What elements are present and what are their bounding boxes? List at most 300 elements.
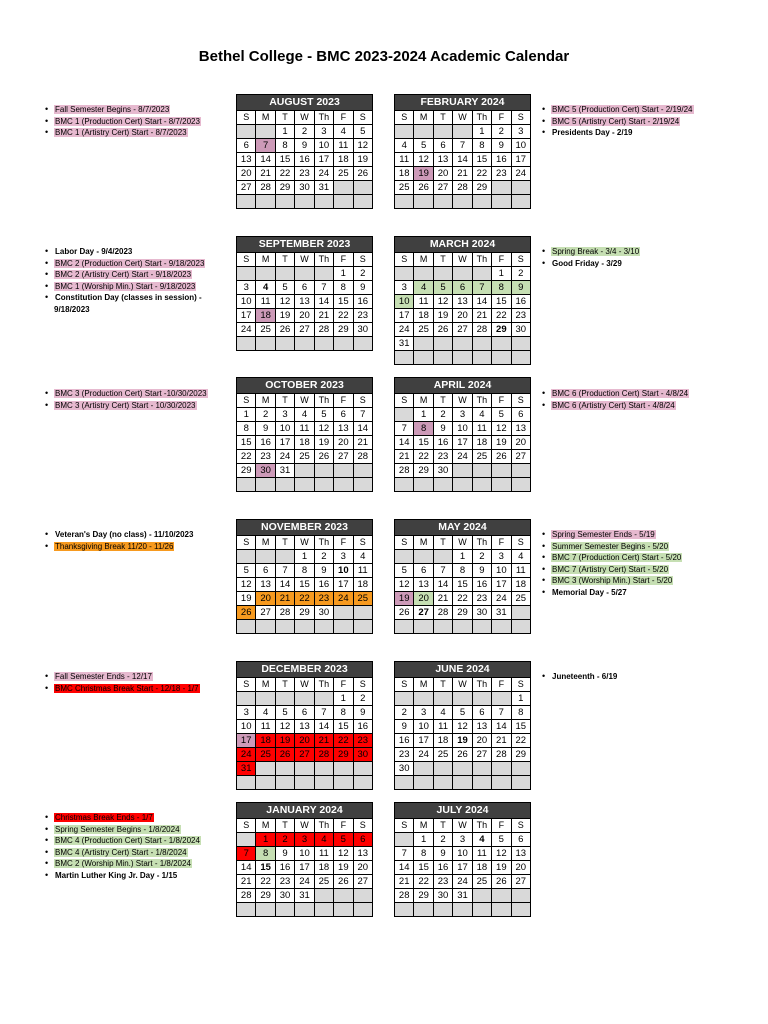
calendar-day: 10 (453, 422, 472, 436)
calendar-day: 27 (295, 748, 314, 762)
weekday-header: Th (314, 819, 333, 833)
calendar-day: 7 (395, 422, 414, 436)
calendar-day: 6 (295, 281, 314, 295)
calendar-day: 20 (256, 592, 275, 606)
event-notes-right (541, 529, 736, 598)
calendar-day: 25 (256, 748, 275, 762)
month-title: APRIL 2024 (395, 378, 531, 394)
month-calendar (236, 236, 373, 351)
calendar-day: 9 (472, 564, 491, 578)
empty-day (237, 692, 256, 706)
weekday-header: Th (472, 253, 491, 267)
empty-day (353, 606, 372, 620)
calendar-day: 23 (492, 167, 511, 181)
weekday-header: F (334, 678, 353, 692)
month-title: AUGUST 2023 (237, 95, 373, 111)
calendar-day: 29 (237, 464, 256, 478)
empty-day (353, 620, 372, 634)
empty-day (511, 903, 530, 917)
calendar-day: 30 (295, 181, 314, 195)
calendar-day: 9 (395, 720, 414, 734)
calendar-day: 16 (492, 153, 511, 167)
weekday-header: Th (472, 394, 491, 408)
weekday-header: W (295, 678, 314, 692)
calendar-day: 5 (334, 833, 353, 847)
calendar-day: 9 (275, 847, 294, 861)
calendar-day: 14 (395, 436, 414, 450)
calendar-day: 18 (472, 861, 491, 875)
calendar-day: 5 (237, 564, 256, 578)
calendar-day: 24 (453, 875, 472, 889)
calendar-day: 25 (433, 748, 452, 762)
calendar-day: 6 (453, 281, 472, 295)
calendar-day: 6 (511, 833, 530, 847)
calendar-day: 11 (334, 139, 353, 153)
calendar-day: 10 (237, 295, 256, 309)
empty-day (492, 351, 511, 365)
calendar-day: 26 (453, 748, 472, 762)
empty-day (353, 776, 372, 790)
weekday-header: S (353, 253, 372, 267)
empty-day (433, 478, 452, 492)
weekday-header: S (353, 536, 372, 550)
empty-day (314, 889, 333, 903)
calendar-day: 1 (472, 125, 491, 139)
month-title: MAY 2024 (395, 520, 531, 536)
calendar-day: 21 (275, 592, 294, 606)
empty-day (295, 478, 314, 492)
calendar-day: 27 (256, 606, 275, 620)
calendar-day: 23 (256, 450, 275, 464)
calendar-day: 16 (472, 578, 491, 592)
empty-day (492, 181, 511, 195)
calendar-day: 27 (453, 323, 472, 337)
event-note (541, 104, 736, 116)
calendar-day: 24 (511, 167, 530, 181)
empty-day (414, 267, 433, 281)
calendar-day: 30 (395, 762, 414, 776)
empty-day (334, 620, 353, 634)
empty-day (295, 195, 314, 209)
calendar-day: 1 (237, 408, 256, 422)
event-note (541, 587, 736, 599)
calendar-day: 29 (414, 464, 433, 478)
event-note (541, 541, 736, 553)
calendar-day: 14 (453, 153, 472, 167)
empty-day (314, 195, 333, 209)
calendar-day: 9 (353, 706, 372, 720)
calendar-day: 11 (414, 295, 433, 309)
calendar-day: 13 (453, 295, 472, 309)
calendar-day: 8 (511, 706, 530, 720)
calendar-day: 26 (395, 606, 414, 620)
calendar-day: 25 (295, 450, 314, 464)
empty-day (492, 464, 511, 478)
calendar-day: 17 (275, 436, 294, 450)
weekday-header: Th (314, 536, 333, 550)
calendar-day: 8 (453, 564, 472, 578)
calendar-day: 3 (295, 833, 314, 847)
calendar-day: 19 (492, 861, 511, 875)
empty-day (433, 337, 452, 351)
month-title: NOVEMBER 2023 (237, 520, 373, 536)
calendar-day: 26 (275, 323, 294, 337)
calendar-day: 3 (275, 408, 294, 422)
empty-day (492, 762, 511, 776)
calendar-day: 16 (353, 720, 372, 734)
event-notes-right (541, 388, 736, 411)
weekday-header: Th (314, 111, 333, 125)
empty-day (256, 267, 275, 281)
calendar-day: 27 (472, 748, 491, 762)
empty-day (237, 267, 256, 281)
empty-day (295, 903, 314, 917)
calendar-day: 15 (334, 720, 353, 734)
calendar-day: 13 (353, 847, 372, 861)
calendar-day: 8 (414, 422, 433, 436)
calendar-day: 13 (511, 847, 530, 861)
event-note-text: Spring Semester Begins - 1/8/2024 (55, 824, 180, 834)
month-calendar (236, 802, 373, 917)
calendar-day: 15 (492, 295, 511, 309)
empty-day (314, 337, 333, 351)
calendar-day: 1 (334, 692, 353, 706)
empty-day (511, 464, 530, 478)
calendar-day: 28 (395, 464, 414, 478)
calendar-day: 5 (492, 833, 511, 847)
calendar-day: 16 (256, 436, 275, 450)
calendar-day: 23 (433, 450, 452, 464)
calendar-day: 15 (453, 578, 472, 592)
event-notes-left (44, 388, 229, 411)
calendar-day: 21 (492, 734, 511, 748)
calendar-day: 6 (256, 564, 275, 578)
calendar-day: 13 (295, 295, 314, 309)
calendar-day: 22 (453, 592, 472, 606)
calendar-day: 7 (237, 847, 256, 861)
month-calendar (394, 661, 531, 790)
weekday-header: S (353, 678, 372, 692)
weekday-header: W (295, 111, 314, 125)
weekday-header: S (395, 394, 414, 408)
calendar-day: 6 (353, 833, 372, 847)
calendar-day: 3 (492, 550, 511, 564)
calendar-day: 5 (492, 408, 511, 422)
calendar-day: 3 (314, 125, 333, 139)
empty-day (353, 195, 372, 209)
calendar-day: 4 (433, 706, 452, 720)
event-note (44, 858, 229, 870)
calendar-day: 27 (295, 323, 314, 337)
event-note (541, 552, 736, 564)
calendar-day: 25 (472, 450, 491, 464)
event-note-text: BMC 4 (Production Cert) Start - 1/8/2024 (55, 836, 200, 845)
weekday-header: M (256, 536, 275, 550)
empty-day (314, 903, 333, 917)
calendar-day: 13 (256, 578, 275, 592)
calendar-day: 4 (295, 408, 314, 422)
event-note (44, 529, 229, 541)
calendar-day: 22 (334, 309, 353, 323)
empty-day (511, 762, 530, 776)
calendar-day: 31 (275, 464, 294, 478)
calendar-day: 14 (492, 720, 511, 734)
weekday-header: S (237, 394, 256, 408)
calendar-day: 16 (433, 861, 452, 875)
calendar-day: 4 (256, 706, 275, 720)
empty-day (453, 195, 472, 209)
calendar-day: 25 (314, 875, 333, 889)
empty-day (353, 903, 372, 917)
calendar-day: 25 (256, 323, 275, 337)
calendar-day: 29 (334, 748, 353, 762)
weekday-header: F (334, 111, 353, 125)
calendar-day: 4 (334, 125, 353, 139)
calendar-day: 24 (275, 450, 294, 464)
calendar-day: 9 (433, 847, 452, 861)
calendar-day: 22 (414, 875, 433, 889)
empty-day (314, 464, 333, 478)
calendar-day: 23 (472, 592, 491, 606)
empty-day (414, 692, 433, 706)
calendar-day: 26 (353, 167, 372, 181)
empty-day (433, 125, 452, 139)
calendar-day: 25 (395, 181, 414, 195)
empty-day (395, 125, 414, 139)
empty-day (334, 762, 353, 776)
calendar-day: 13 (433, 153, 452, 167)
calendar-day: 27 (414, 606, 433, 620)
calendar-day: 15 (414, 436, 433, 450)
calendar-day: 4 (353, 550, 372, 564)
calendar-day: 17 (237, 734, 256, 748)
calendar-day: 7 (433, 564, 452, 578)
event-note-text: Presidents Day - 2/19 (552, 128, 633, 137)
calendar-day: 2 (511, 267, 530, 281)
event-note-text: BMC 5 (Artistry Cert) Start - 2/19/24 (552, 116, 680, 126)
calendar-day: 30 (353, 323, 372, 337)
empty-day (353, 762, 372, 776)
empty-day (353, 464, 372, 478)
empty-day (237, 195, 256, 209)
calendar-day: 5 (275, 281, 294, 295)
calendar-day: 23 (314, 592, 333, 606)
calendar-day: 21 (353, 436, 372, 450)
weekday-header: S (511, 111, 530, 125)
empty-day (334, 776, 353, 790)
empty-day (256, 550, 275, 564)
calendar-day: 11 (472, 422, 491, 436)
calendar-day: 30 (433, 889, 452, 903)
weekday-header: T (433, 536, 452, 550)
calendar-day: 28 (472, 323, 491, 337)
calendar-day: 23 (353, 309, 372, 323)
month-calendar (394, 377, 531, 492)
calendar-day: 18 (314, 861, 333, 875)
empty-day (472, 620, 491, 634)
event-note (541, 400, 736, 412)
calendar-day: 3 (511, 125, 530, 139)
weekday-header: F (492, 111, 511, 125)
empty-day (472, 776, 491, 790)
calendar-day: 19 (275, 734, 294, 748)
weekday-header: W (453, 536, 472, 550)
weekday-header: S (395, 819, 414, 833)
calendar-day: 13 (295, 720, 314, 734)
calendar-day: 28 (275, 606, 294, 620)
empty-day (472, 195, 491, 209)
event-note (44, 671, 229, 683)
calendar-day: 30 (472, 606, 491, 620)
calendar-day: 2 (314, 550, 333, 564)
calendar-day: 17 (334, 578, 353, 592)
calendar-day: 19 (314, 436, 333, 450)
month-calendar (236, 519, 373, 634)
calendar-day: 24 (314, 167, 333, 181)
event-note-text: Martin Luther King Jr. Day - 1/15 (55, 870, 178, 880)
empty-day (395, 408, 414, 422)
empty-day (353, 889, 372, 903)
empty-day (511, 181, 530, 195)
event-notes-left (44, 529, 229, 552)
calendar-day: 23 (511, 309, 530, 323)
calendar-day: 29 (256, 889, 275, 903)
calendar-day: 28 (314, 323, 333, 337)
empty-day (314, 762, 333, 776)
calendar-day: 28 (453, 181, 472, 195)
empty-day (256, 762, 275, 776)
calendar-day: 26 (433, 323, 452, 337)
month-title: SEPTEMBER 2023 (237, 237, 373, 253)
calendar-day: 2 (492, 125, 511, 139)
event-note (44, 835, 229, 847)
empty-day (256, 620, 275, 634)
calendar-day: 16 (314, 578, 333, 592)
calendar-day: 27 (511, 875, 530, 889)
calendar-day: 19 (275, 309, 294, 323)
calendar-day: 22 (492, 309, 511, 323)
empty-day (433, 351, 452, 365)
empty-day (334, 606, 353, 620)
empty-day (334, 903, 353, 917)
calendar-day: 27 (511, 450, 530, 464)
calendar-day: 31 (295, 889, 314, 903)
calendar-day: 10 (511, 139, 530, 153)
empty-day (237, 903, 256, 917)
calendar-day: 21 (395, 875, 414, 889)
empty-day (395, 692, 414, 706)
empty-day (395, 478, 414, 492)
weekday-header: T (275, 536, 294, 550)
calendar-day: 15 (295, 578, 314, 592)
event-note-text: Fall Semester Ends - 12/17 (55, 672, 152, 681)
empty-day (414, 125, 433, 139)
weekday-header: W (295, 819, 314, 833)
calendar-day: 17 (295, 861, 314, 875)
calendar-day: 2 (353, 692, 372, 706)
event-note-text: BMC 2 (Production Cert) Start - 9/18/2023 (55, 258, 205, 268)
calendar-day: 20 (414, 592, 433, 606)
event-note-text: Summer Semester Begins - 5/20 (552, 541, 669, 551)
event-note-text: BMC 3 (Production Cert) Start -10/30/2023 (55, 389, 207, 398)
weekday-header: S (395, 678, 414, 692)
calendar-day: 1 (414, 833, 433, 847)
calendar-day: 5 (453, 706, 472, 720)
calendar-day: 10 (314, 139, 333, 153)
empty-day (314, 478, 333, 492)
calendar-day: 6 (237, 139, 256, 153)
empty-day (433, 267, 452, 281)
calendar-day: 22 (511, 734, 530, 748)
empty-day (353, 478, 372, 492)
weekday-header: T (433, 253, 452, 267)
empty-day (472, 692, 491, 706)
weekday-header: M (256, 678, 275, 692)
empty-day (295, 620, 314, 634)
calendar-day: 14 (314, 720, 333, 734)
weekday-header: F (492, 819, 511, 833)
event-note (44, 281, 229, 293)
empty-day (395, 620, 414, 634)
empty-day (237, 478, 256, 492)
calendar-day: 3 (453, 408, 472, 422)
calendar-day: 1 (256, 833, 275, 847)
calendar-day: 18 (256, 734, 275, 748)
empty-day (511, 351, 530, 365)
empty-day (453, 762, 472, 776)
empty-day (453, 267, 472, 281)
empty-day (334, 337, 353, 351)
empty-day (472, 762, 491, 776)
event-note-text: BMC 6 (Production Cert) Start - 4/8/24 (552, 389, 689, 398)
calendar-day: 29 (492, 323, 511, 337)
calendar-day: 12 (275, 720, 294, 734)
calendar-day: 12 (353, 139, 372, 153)
month-calendar (394, 519, 531, 634)
empty-day (314, 692, 333, 706)
empty-day (334, 181, 353, 195)
calendar-day: 11 (314, 847, 333, 861)
calendar-day: 13 (414, 578, 433, 592)
calendar-day: 9 (353, 281, 372, 295)
empty-day (237, 620, 256, 634)
empty-day (453, 620, 472, 634)
calendar-day: 29 (453, 606, 472, 620)
calendar-day: 22 (414, 450, 433, 464)
weekday-header: M (256, 394, 275, 408)
weekday-header: S (237, 819, 256, 833)
calendar-day: 3 (395, 281, 414, 295)
empty-day (314, 620, 333, 634)
weekday-header: Th (472, 111, 491, 125)
calendar-day: 13 (511, 422, 530, 436)
weekday-header: F (492, 394, 511, 408)
calendar-day: 25 (511, 592, 530, 606)
calendar-day: 21 (314, 734, 333, 748)
calendar-day: 31 (453, 889, 472, 903)
event-notes-left (44, 104, 229, 139)
calendar-day: 12 (453, 720, 472, 734)
event-note-text: BMC 1 (Worship Min.) Start - 9/18/2023 (55, 281, 196, 291)
calendar-day: 8 (492, 281, 511, 295)
calendar-day: 31 (237, 762, 256, 776)
calendar-day: 2 (256, 408, 275, 422)
weekday-header: M (414, 819, 433, 833)
empty-day (433, 550, 452, 564)
empty-day (492, 478, 511, 492)
weekday-header: F (492, 253, 511, 267)
empty-day (414, 903, 433, 917)
